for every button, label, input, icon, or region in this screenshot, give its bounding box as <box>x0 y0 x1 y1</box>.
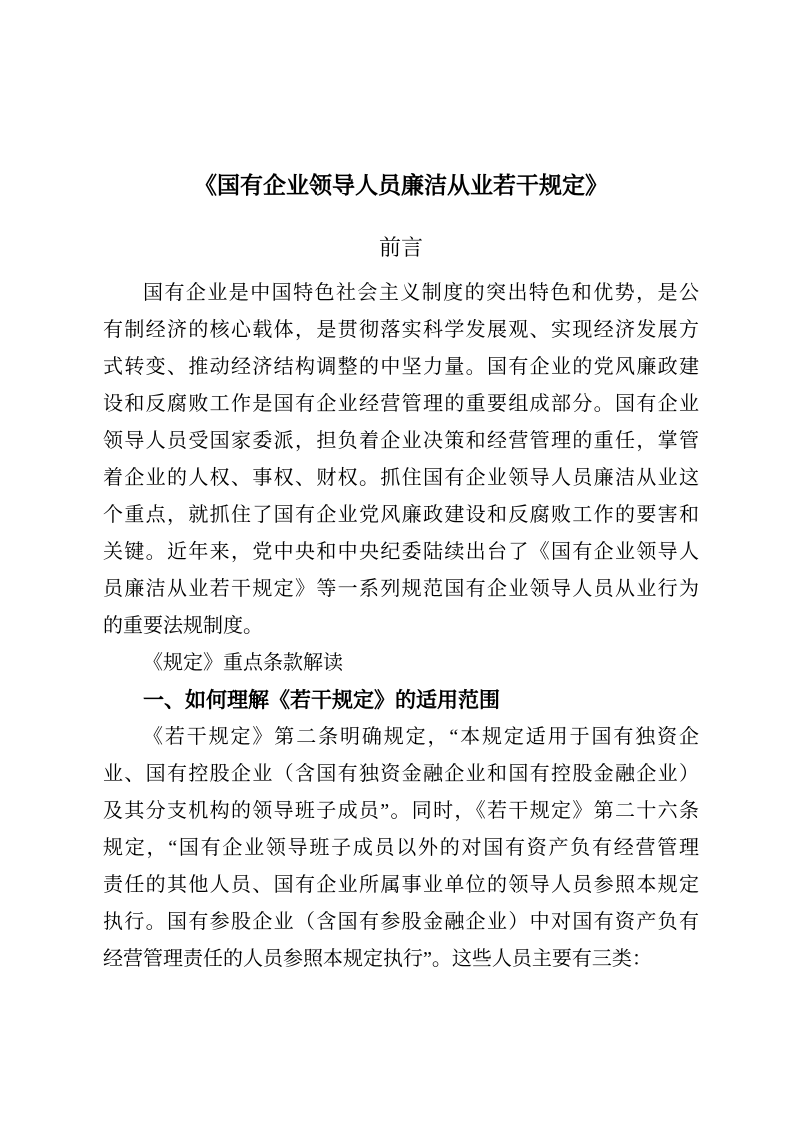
text-line: 式转变、推动经济结构调整的中坚力量。国有企业的党风廉政建 <box>103 356 699 378</box>
text-line: 有制经济的核心载体，是贯彻落实科学发展观、实现经济发展方 <box>103 319 699 341</box>
text-line: 责任的其他人员、国有企业所属事业单位的领导人员参照本规定 <box>103 874 699 896</box>
text-line: 关键。近年来，党中央和中央纪委陆续出台了《国有企业领导人 <box>103 541 699 563</box>
text-line: 《若干规定》第二条明确规定，“本规定适用于国有独资企 <box>143 726 699 748</box>
document-title: 《国有企业领导人员廉洁从业若干规定》 <box>194 173 608 198</box>
text-line: 设和反腐败工作是国有企业经营管理的重要组成部分。国有企业 <box>103 393 699 415</box>
text-line: 及其分支机构的领导班子成员”。同时，《若干规定》第二十六条 <box>103 800 699 822</box>
text-line: 《规定》重点条款解读 <box>143 652 343 674</box>
text-line: 业、国有控股企业（含国有独资金融企业和国有控股金融企业） <box>103 763 699 785</box>
text-line: 领导人员受国家委派，担负着企业决策和经营管理的重任，掌管 <box>103 430 699 452</box>
text-line: 员廉洁从业若干规定》等一系列规范国有企业领导人员从业行为 <box>103 578 699 600</box>
text-line: 着企业的人权、事权、财权。抓住国有企业领导人员廉洁从业这 <box>103 467 699 489</box>
text-line: 执行。国有参股企业（含国有参股金融企业）中对国有资产负有 <box>103 911 699 933</box>
section-heading: 一、如何理解《若干规定》的适用范围 <box>143 688 500 712</box>
document-content <box>103 0 699 978</box>
text-line: 个重点，就抓住了国有企业党风廉政建设和反腐败工作的要害和 <box>103 504 699 526</box>
document-body <box>103 275 699 978</box>
preface-label: 前言 <box>378 235 423 260</box>
text-line: 的重要法规制度。 <box>103 615 263 637</box>
text-line: 规定，“国有企业领导班子成员以外的对国有资产负有经营管理 <box>103 837 699 859</box>
text-line: 国有企业是中国特色社会主义制度的突出特色和优势，是公 <box>143 282 699 304</box>
text-line: 经营管理责任的人员参照本规定执行”。这些人员主要有三类： <box>103 948 652 970</box>
